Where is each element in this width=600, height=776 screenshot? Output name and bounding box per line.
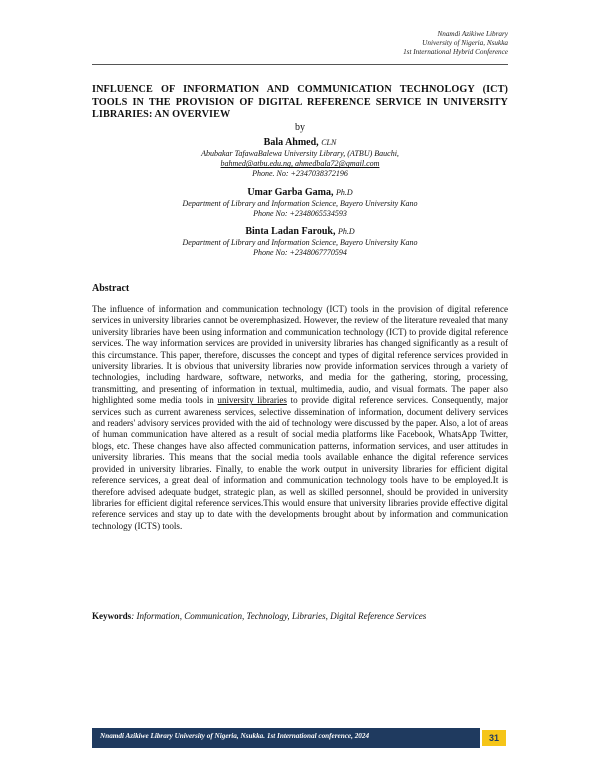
by-line: by [295,122,305,133]
keywords-list: : Information, Communication, Technology, Libraries, Digital Reference Services [131,611,427,621]
footer-text: Nnamdi Azikiwe Library University of Nigeria, Nsukka. 1st International conference, 2024 [100,732,370,740]
header-divider [92,64,508,65]
abstract-heading: Abstract [92,283,130,294]
paper-title: INFLUENCE OF INFORMATION AND COMMUNICATION TECHNOLOGY (ICT) TOOLS IN THE PROVISION OF DIGITAL REFERENCE SERVICE IN UNIVERSITY LIBRARIES: AN OVERVIEW [92,84,508,121]
author-phone: Phone No: +2348067770594 [253,248,347,258]
author-affiliation: Department of Library and Information Science, Bayero University Kano [182,238,418,247]
author-name-text: Bala Ahmed, [263,137,319,148]
author-name-text: Umar Garba Gama, [247,187,334,198]
header-line-3: 1st International Hybrid Conference [403,48,508,57]
author-email-link[interactable]: bahmed@atbu.edu.ng, ahmedbala72@gmail.com [220,159,380,169]
abstract-text-part-1: The influence of information and communication technology (ICT) tools in the provision of digital reference services in university libraries cannot be overemphasized. However, the review of the literature revealed that many university libraries have been using information and communication technology (ICT) to provide digital reference services. The way information services are provided in university libraries has changed significantly as a result of this circumstance. This paper, therefore, discusses the concept and types of digital reference services provided in university libraries. It is obvious that university libraries now provide information services through a variety of technologies, including hardware, software, networks, and media for the gathering, storing, processing, transmitting, and presenting of information in textual, multimedia, audio, and visual formats. The paper also highlighted some media tools in [92,304,508,406]
author-degree: Ph.D [337,227,355,236]
author-affiliation: Department of Library and Information Science, Bayero University Kano [182,199,418,208]
author-degree: CLN [321,138,337,147]
author-phone: Phone. No: +2347038372196 [252,169,348,179]
author-block-1 [92,136,508,180]
author-block-3 [92,225,508,258]
header-line-2: University of Nigeria, Nsukka [422,39,508,48]
footer-bar [92,728,480,748]
author-block-2 [92,186,508,219]
author-name-text: Binta Ladan Farouk, [245,226,336,237]
header-line-1: Nnamdi Azikiwe Library [437,30,508,38]
author-phone: Phone No: +2348065534593 [253,209,347,219]
author-affiliation: Abubakar TafawaBalewa University Library, (ATBU) Bauchi, [201,149,399,158]
keywords-label: Keywords [92,611,132,621]
university-libraries-link[interactable]: university libraries [217,395,287,406]
running-header [403,30,508,58]
keywords-line [92,611,508,622]
author-name [92,136,508,149]
abstract-text-part-2: to provide digital reference services. Consequently, major services such as current awareness services, selective dissemination of information, document delivery services and readers' advisory services provided with the aid of technology were discussed by the paper. Also, a lot of areas of human communication have altered as a result of social media platforms like Facebook, WhatsApp Twitter, blogs, etc. These changes have also affected communication patterns, information services, and user attitudes in university libraries. This means that the social media tools available enhance the digital reference services provided in university libraries. Finally, to enable the work output in university libraries for efficient digital reference services, a great deal of information and communication technology tools have to be employed.It is therefore advised adequate budget, strategic plan, as well as skilled personnel, should be provided in university libraries for efficient digital reference services.This would ensure that university libraries provide effective digital reference services and stay up to date with the developments brought about by information and communication technology (ICTS) tools. [92,395,508,531]
page-number-badge: 31 [482,730,506,746]
author-name [92,186,508,199]
author-name [92,225,508,238]
abstract-body [92,304,508,532]
author-degree: Ph.D [336,188,353,197]
